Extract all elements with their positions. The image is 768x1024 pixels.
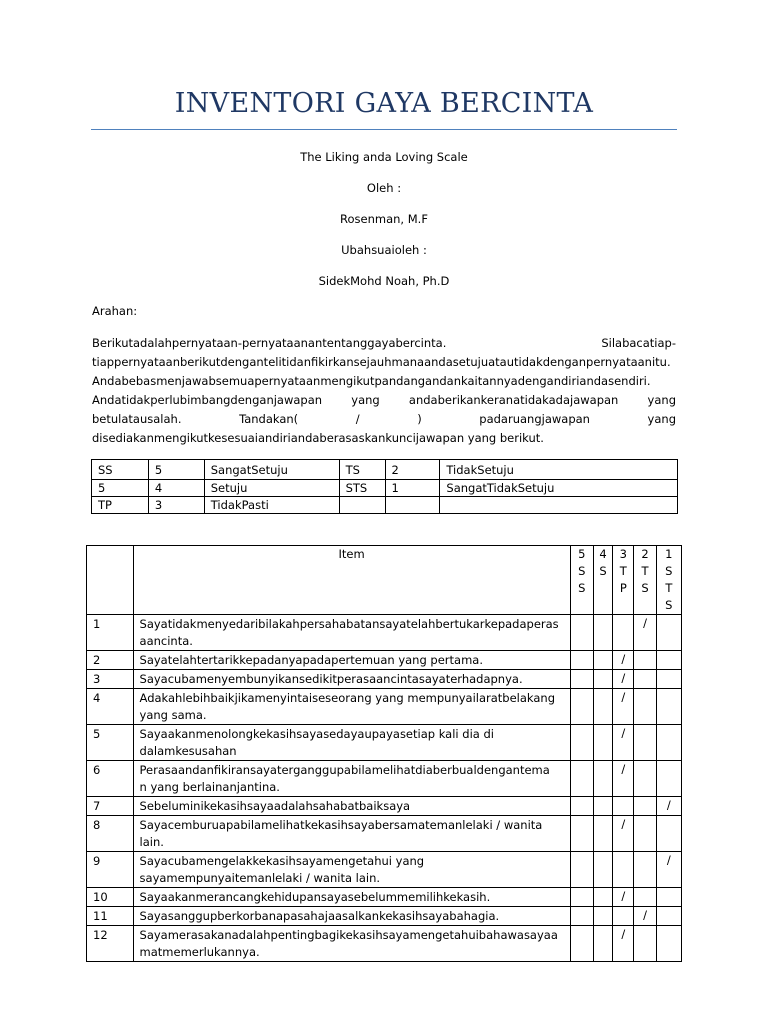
scale-header-letter: T	[619, 564, 627, 578]
response-cell[interactable]	[593, 852, 612, 888]
item-statement	[133, 926, 570, 962]
scale-header-letter: S	[665, 564, 673, 578]
answer-key-cell	[339, 497, 385, 514]
scale-header-letter: 3	[619, 547, 627, 561]
tick-mark: /	[621, 927, 626, 941]
by-label: Oleh :	[366, 181, 402, 195]
item-number: 9	[87, 852, 134, 888]
scale-header-letter: S	[665, 598, 673, 612]
response-cell[interactable]	[570, 651, 593, 670]
response-cell[interactable]	[634, 907, 656, 926]
inventory-table	[86, 545, 682, 962]
response-cell[interactable]	[634, 852, 656, 888]
response-cell[interactable]	[570, 816, 593, 852]
response-cell[interactable]	[613, 852, 634, 888]
response-cell[interactable]	[570, 725, 593, 761]
response-cell[interactable]	[613, 761, 634, 797]
response-cell[interactable]	[613, 926, 634, 962]
item-statement-line: aancinta.	[139, 634, 193, 648]
table-row	[87, 725, 682, 761]
response-cell[interactable]	[634, 615, 656, 651]
answer-key-cell: 5	[92, 480, 149, 497]
item-statement	[133, 670, 570, 689]
item-statement-line: lain.	[139, 835, 164, 849]
answer-key-cell: SS	[92, 460, 149, 480]
table-row	[87, 888, 682, 907]
response-cell[interactable]	[570, 670, 593, 689]
response-cell[interactable]	[570, 689, 593, 725]
response-cell[interactable]	[593, 907, 612, 926]
answer-key-table	[91, 459, 678, 514]
item-number: 7	[87, 797, 134, 816]
scale-header-letter: S	[578, 564, 586, 578]
item-number: 2	[87, 651, 134, 670]
scale-header-letter: S	[641, 581, 649, 595]
answer-key-cell: 1	[385, 480, 440, 497]
item-statement-line: matmemerlukannya.	[139, 945, 260, 959]
answer-key-cell: TS	[339, 460, 385, 480]
answer-key-row	[92, 460, 678, 480]
response-cell[interactable]	[593, 797, 612, 816]
scale-header-letter: 5	[578, 547, 586, 561]
tick-mark: /	[621, 817, 626, 831]
item-statement	[133, 888, 570, 907]
item-statement-line: Sayaakanmenolongkekasihsayasedayaupayasetiap kali dia di	[139, 727, 494, 741]
response-cell[interactable]	[593, 761, 612, 797]
answer-key-cell: 4	[148, 480, 204, 497]
answer-key-cell: TidakPasti	[204, 497, 339, 514]
table-row	[87, 926, 682, 962]
response-cell[interactable]	[656, 725, 681, 761]
item-statement	[133, 615, 570, 651]
scale-header-letter: 1	[665, 547, 673, 561]
table-row	[87, 689, 682, 725]
item-number: 4	[87, 689, 134, 725]
scale-header-letter: S	[578, 581, 586, 595]
response-cell[interactable]	[593, 670, 612, 689]
item-number: 3	[87, 670, 134, 689]
item-header: Item	[133, 546, 570, 615]
item-statement-line: Sayasanggupberkorbanapasahajaasalkankekasihsayabahagia.	[139, 909, 500, 923]
response-cell[interactable]	[656, 888, 681, 907]
response-cell[interactable]	[613, 816, 634, 852]
adapter-name: SidekMohd Noah, Ph.D	[318, 274, 450, 288]
tick-mark: /	[621, 652, 626, 666]
response-cell[interactable]	[634, 797, 656, 816]
response-cell[interactable]	[613, 797, 634, 816]
item-number: 10	[87, 888, 134, 907]
table-row	[87, 651, 682, 670]
response-cell[interactable]	[570, 761, 593, 797]
answer-key-cell: TP	[92, 497, 149, 514]
answer-key-cell: Setuju	[204, 480, 339, 497]
scale-subtitle: The Liking anda Loving Scale	[300, 150, 468, 164]
item-number: 5	[87, 725, 134, 761]
adapted-label: Ubahsuaioleh :	[341, 243, 427, 257]
item-statement	[133, 816, 570, 852]
response-cell[interactable]	[593, 615, 612, 651]
answer-key-cell: 2	[385, 460, 440, 480]
item-statement	[133, 725, 570, 761]
response-cell[interactable]	[593, 926, 612, 962]
table-row	[87, 670, 682, 689]
response-cell[interactable]	[613, 725, 634, 761]
answer-key-cell: STS	[339, 480, 385, 497]
response-cell[interactable]	[613, 670, 634, 689]
table-row	[87, 907, 682, 926]
response-cell[interactable]	[613, 651, 634, 670]
response-cell[interactable]	[570, 852, 593, 888]
answer-key-cell: SangatSetuju	[204, 460, 339, 480]
tick-mark: /	[643, 616, 647, 630]
item-statement-line: Sebeluminikekasihsayaadalahsahabatbaiksaya	[139, 799, 411, 813]
tick-mark: /	[643, 908, 647, 922]
item-statement-line: Sayatidakmenyedaribilakahpersahabatansayatelahbertukarkepadaperas	[139, 617, 559, 631]
response-cell[interactable]	[570, 797, 593, 816]
answer-key-row	[92, 497, 678, 514]
instructions-heading: Arahan:	[92, 304, 138, 318]
answer-key-cell	[440, 497, 678, 514]
item-statement-line: Perasaandanfikiransayaterganggupabilamelihatdiaberbualdengantema	[139, 763, 550, 777]
title-divider	[91, 129, 677, 130]
scale-header-letter: 2	[641, 547, 649, 561]
response-cell[interactable]	[593, 689, 612, 725]
response-cell[interactable]	[613, 907, 634, 926]
tick-mark: /	[666, 798, 671, 812]
response-cell[interactable]	[634, 725, 656, 761]
item-statement	[133, 761, 570, 797]
item-statement-line: Sayatelahtertarikkepadanyapadapertemuan yang pertama.	[139, 653, 483, 667]
item-statement-line: Sayaakanmerancangkehidupansayasebelummemilihkekasih.	[139, 890, 491, 904]
answer-key-row	[92, 480, 678, 497]
tick-mark: /	[621, 690, 626, 704]
item-statement-line: Sayacemburuapabilamelihatkekasihsayabersamatemanlelaki / wanita	[139, 818, 543, 832]
instructions-text: Berikutadalahpernyataan-pernyataanantentanggayabercinta. Silabacatiap-tiappernyataanberikutdengantelitidanfikirkansejauhmanaandasetujuatautidakdenganpernyataanitu. Andabebasmenjawabsemuapernyataanmengikutpandangandankaitannyadengandiriandasendiri. Andatidakperlubimbangdenganjawapan yang andaberikankeranatidakadajawapan yang betulatausalah. Tandakan( / ) padaruangjawapan yang disediakanmengikutkesesuaiandiriandaberasaskankuncijawapan yang berikut.	[92, 336, 676, 445]
response-cell[interactable]	[634, 670, 656, 689]
author-name: Rosenman, M.F	[340, 212, 428, 226]
item-statement	[133, 651, 570, 670]
table-row	[87, 797, 682, 816]
scale-header-2	[634, 546, 656, 615]
item-statement-line: sayamempunyaitemanlelaki / wanita lain.	[139, 871, 381, 885]
tick-mark: /	[621, 889, 626, 903]
response-cell[interactable]	[613, 888, 634, 907]
scale-header-4	[593, 546, 612, 615]
response-cell[interactable]	[593, 725, 612, 761]
answer-key-cell: 5	[148, 460, 204, 480]
tick-mark: /	[621, 762, 626, 776]
response-cell[interactable]	[570, 615, 593, 651]
response-cell[interactable]	[656, 926, 681, 962]
response-cell[interactable]	[593, 816, 612, 852]
item-statement-line: Adakahlebihbaikjikamenyintaiseseorang yang mempunyailaratbelakang	[139, 691, 556, 705]
item-statement	[133, 907, 570, 926]
response-cell[interactable]	[656, 615, 681, 651]
response-cell[interactable]	[570, 926, 593, 962]
item-number: 6	[87, 761, 134, 797]
response-cell[interactable]	[656, 689, 681, 725]
table-row	[87, 615, 682, 651]
item-number: 12	[87, 926, 134, 962]
response-cell[interactable]	[613, 615, 634, 651]
scale-header-1	[656, 546, 681, 615]
response-cell[interactable]	[656, 670, 681, 689]
item-statement-line: Sayacubamenyembunyikansedikitperasaancintasayaterhadapnya.	[139, 672, 523, 686]
item-number: 8	[87, 816, 134, 852]
response-cell[interactable]	[613, 689, 634, 725]
item-statement	[133, 852, 570, 888]
scale-header-letter: 4	[599, 547, 607, 561]
response-cell[interactable]	[634, 926, 656, 962]
tick-mark: /	[621, 671, 626, 685]
scale-header-3	[613, 546, 634, 615]
answer-key-cell: TidakSetuju	[440, 460, 678, 480]
item-statement-line: Sayacubamengelakkekasihsayamengetahui yang	[139, 854, 425, 868]
tick-mark: /	[621, 726, 626, 740]
item-statement-line: yang sama.	[139, 708, 207, 722]
answer-key-cell	[385, 497, 440, 514]
table-row	[87, 816, 682, 852]
scale-header-letter: P	[619, 581, 627, 595]
response-cell[interactable]	[634, 689, 656, 725]
response-cell[interactable]	[656, 761, 681, 797]
scale-header-letter: T	[641, 564, 649, 578]
item-statement-line: Sayamerasakanadalahpentingbagikekasihsayamengetahuibahawasayaa	[139, 928, 558, 942]
tick-mark: /	[666, 853, 671, 867]
number-header	[87, 546, 134, 615]
response-cell[interactable]	[634, 651, 656, 670]
item-statement	[133, 689, 570, 725]
answer-key-cell: 3	[148, 497, 204, 514]
response-cell[interactable]	[656, 651, 681, 670]
table-row	[87, 852, 682, 888]
response-cell[interactable]	[634, 761, 656, 797]
item-statement	[133, 797, 570, 816]
response-cell[interactable]	[656, 797, 681, 816]
response-cell[interactable]	[570, 888, 593, 907]
response-cell[interactable]	[656, 816, 681, 852]
response-cell[interactable]	[634, 888, 656, 907]
page-title: INVENTORI GAYA BERCINTA	[174, 88, 594, 119]
response-cell[interactable]	[656, 907, 681, 926]
response-cell[interactable]	[656, 852, 681, 888]
scale-header-5	[570, 546, 593, 615]
response-cell[interactable]	[593, 651, 612, 670]
answer-key-cell: SangatTidakSetuju	[440, 480, 678, 497]
response-cell[interactable]	[570, 907, 593, 926]
item-statement-line: n yang berlainanjantina.	[139, 780, 280, 794]
table-row	[87, 761, 682, 797]
scale-header-letter: S	[599, 564, 607, 578]
response-cell[interactable]	[634, 816, 656, 852]
item-number: 11	[87, 907, 134, 926]
response-cell[interactable]	[593, 888, 612, 907]
item-statement-line: dalamkesusahan	[139, 744, 237, 758]
scale-header-letter: T	[665, 581, 673, 595]
item-number: 1	[87, 615, 134, 651]
